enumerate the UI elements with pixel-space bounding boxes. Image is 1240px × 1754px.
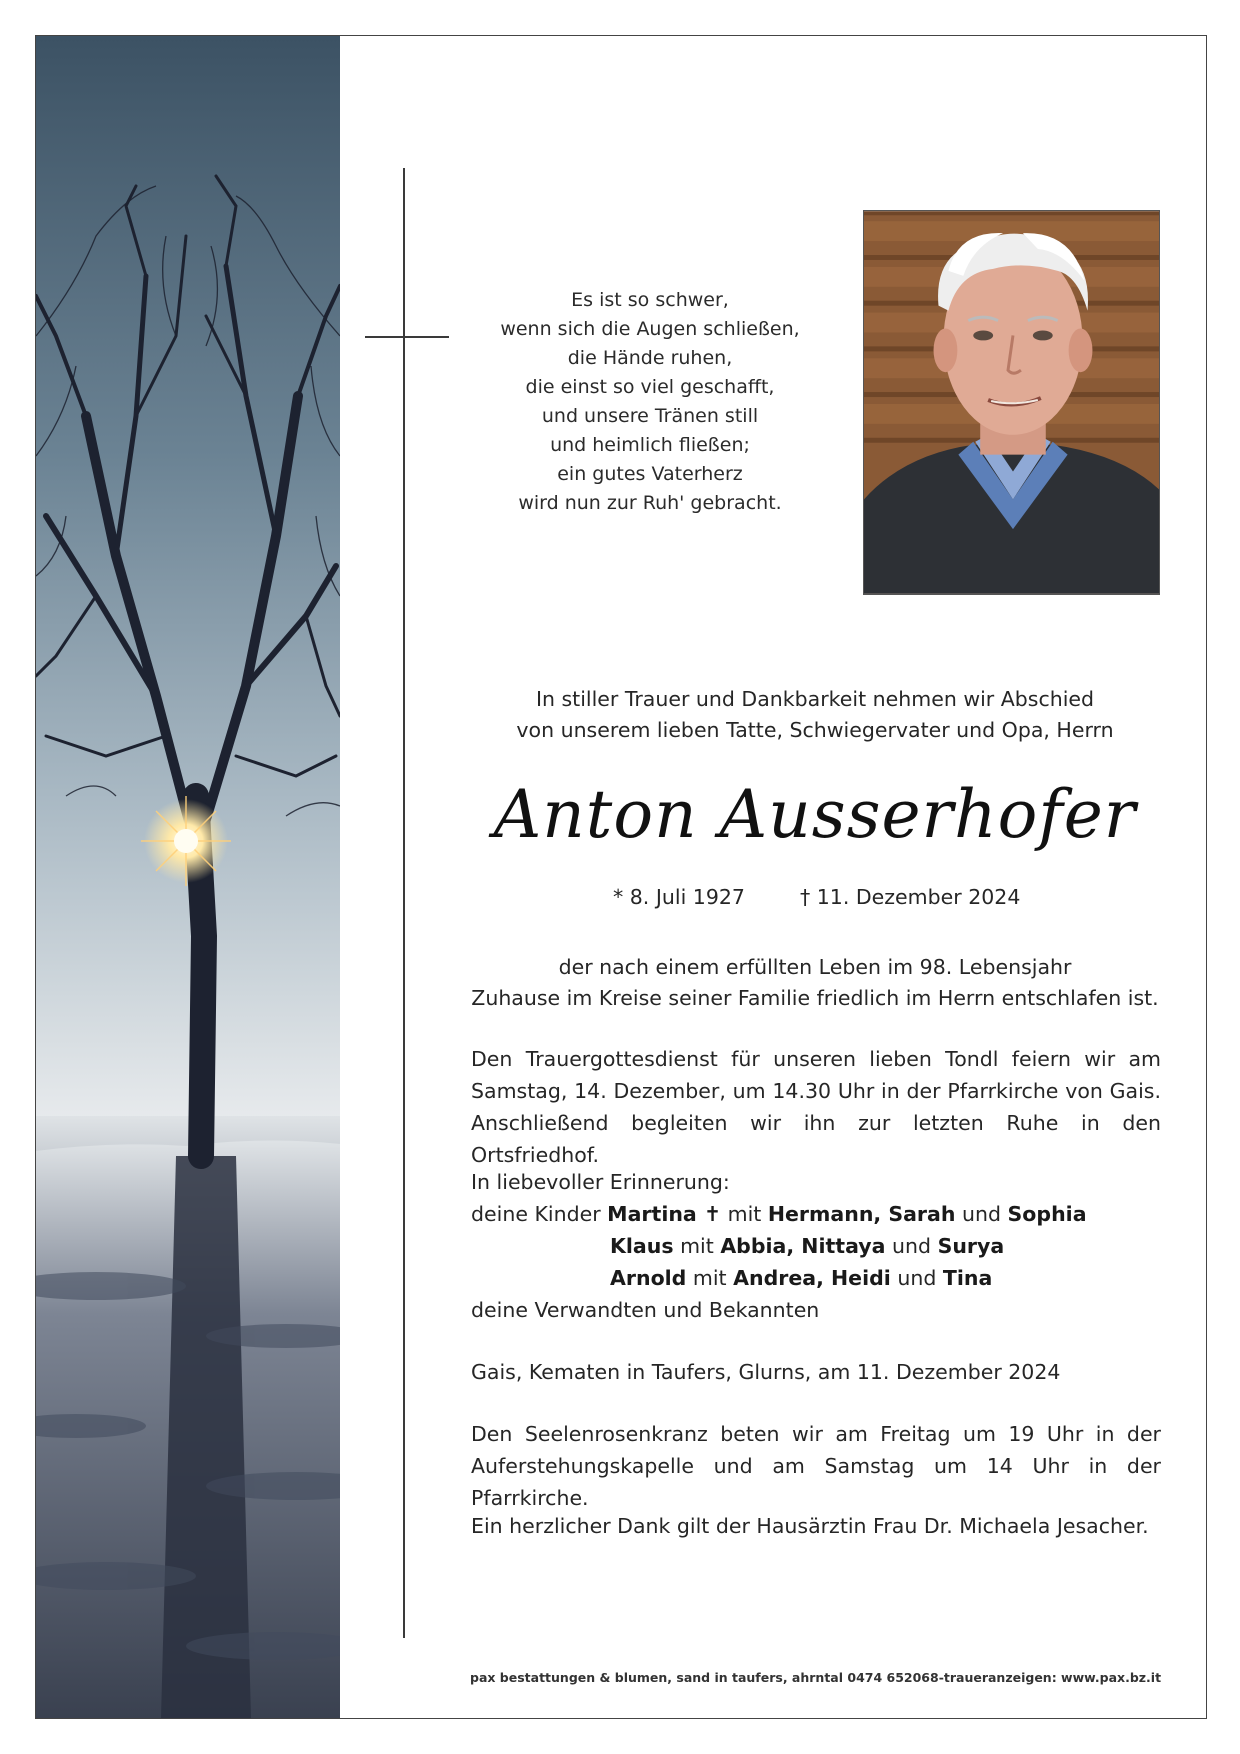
family-heading: In liebevoller Erinnerung: bbox=[471, 1170, 730, 1194]
funeral-service-text bbox=[471, 1043, 1161, 1171]
child-name: Klaus bbox=[610, 1234, 674, 1258]
poem-line: die einst so viel geschafft, bbox=[525, 376, 775, 398]
service-line: Samstag, 14. Dezember, um 14.30 Uhr in der Pfarrkirche von Gais. bbox=[471, 1079, 1161, 1103]
poem-line: wenn sich die Augen schließen, bbox=[500, 318, 800, 340]
with-word: mit bbox=[680, 1234, 714, 1258]
child-name: Arnold bbox=[610, 1266, 687, 1290]
winter-tree-photo bbox=[36, 36, 340, 1718]
intro-line: In stiller Trauer und Dankbarkeit nehmen wir Abschied bbox=[535, 687, 1095, 711]
partner-names: Hermann, Sarah bbox=[767, 1202, 956, 1226]
farewell-intro bbox=[470, 684, 1160, 746]
rosary-text bbox=[471, 1418, 1161, 1514]
poem-line: und heimlich fließen; bbox=[550, 434, 750, 456]
poem-line: und unsere Tränen still bbox=[541, 405, 759, 427]
last-name-in-line: Sophia bbox=[1007, 1202, 1087, 1226]
relatives-line: deine Verwandten und Bekannten bbox=[471, 1298, 820, 1322]
service-line: Anschließend begleiten wir ihn zur letzten Ruhe in den Ortsfriedhof. bbox=[471, 1111, 1161, 1167]
with-word: mit bbox=[727, 1202, 762, 1226]
and-word: und bbox=[897, 1266, 937, 1290]
deceased-name: Anton Ausserhofer bbox=[493, 776, 1137, 853]
poem bbox=[470, 286, 830, 518]
rosary-line: Auferstehungskapelle und am Samstag um 14 Uhr in der Pfarrkirche. bbox=[471, 1454, 1161, 1510]
birth-date: * 8. Juli 1927 bbox=[613, 885, 745, 909]
passing-line: Zuhause im Kreise seiner Familie friedlich im Herrn entschlafen ist. bbox=[471, 986, 1159, 1010]
passing-text bbox=[470, 952, 1160, 1014]
and-word: und bbox=[892, 1234, 932, 1258]
family-line bbox=[471, 1262, 1161, 1294]
poem-line: Es ist so schwer, bbox=[571, 289, 729, 311]
partner-names: Abbia, Nittaya bbox=[720, 1234, 886, 1258]
service-line: Den Trauergottesdienst für unseren lieben Tondl feiern wir am bbox=[471, 1047, 1161, 1071]
with-word: mit bbox=[692, 1266, 727, 1290]
passing-line: der nach einem erfüllten Leben im 98. Lebensjahr bbox=[558, 955, 1072, 979]
place-date: Gais, Kematen in Taufers, Glurns, am 11. Dezember 2024 bbox=[471, 1360, 1061, 1384]
child-name: Martina ✝ bbox=[607, 1202, 722, 1226]
partner-names: Andrea, Heidi bbox=[733, 1266, 891, 1290]
children-prefix: deine Kinder bbox=[471, 1202, 601, 1226]
poem-line: ein gutes Vaterherz bbox=[557, 463, 743, 485]
family-list bbox=[471, 1166, 1161, 1326]
rosary-line: Den Seelenrosenkranz beten wir am Freitag um 19 Uhr in der bbox=[471, 1422, 1161, 1446]
last-name-in-line: Surya bbox=[937, 1234, 1005, 1258]
last-name-in-line: Tina bbox=[942, 1266, 993, 1290]
thanks-text: Ein herzlicher Dank gilt der Hausärztin Frau Dr. Michaela Jesacher. bbox=[471, 1514, 1149, 1538]
family-line bbox=[471, 1198, 1161, 1230]
footer-imprint: pax bestattungen & blumen, sand in taufers, ahrntal 0474 652068-traueranzeigen: www.pax.bz.it bbox=[470, 1670, 1162, 1685]
and-word: und bbox=[962, 1202, 1002, 1226]
family-line bbox=[471, 1230, 1161, 1262]
cross-vertical bbox=[403, 168, 405, 1638]
death-date: † 11. Dezember 2024 bbox=[800, 885, 1021, 909]
intro-line: von unserem lieben Tatte, Schwiegervater und Opa, Herrn bbox=[516, 718, 1114, 742]
poem-line: wird nun zur Ruh' gebracht. bbox=[518, 492, 782, 514]
cross-horizontal bbox=[365, 336, 449, 338]
portrait-photo bbox=[863, 210, 1160, 595]
poem-line: die Hände ruhen, bbox=[567, 347, 733, 369]
